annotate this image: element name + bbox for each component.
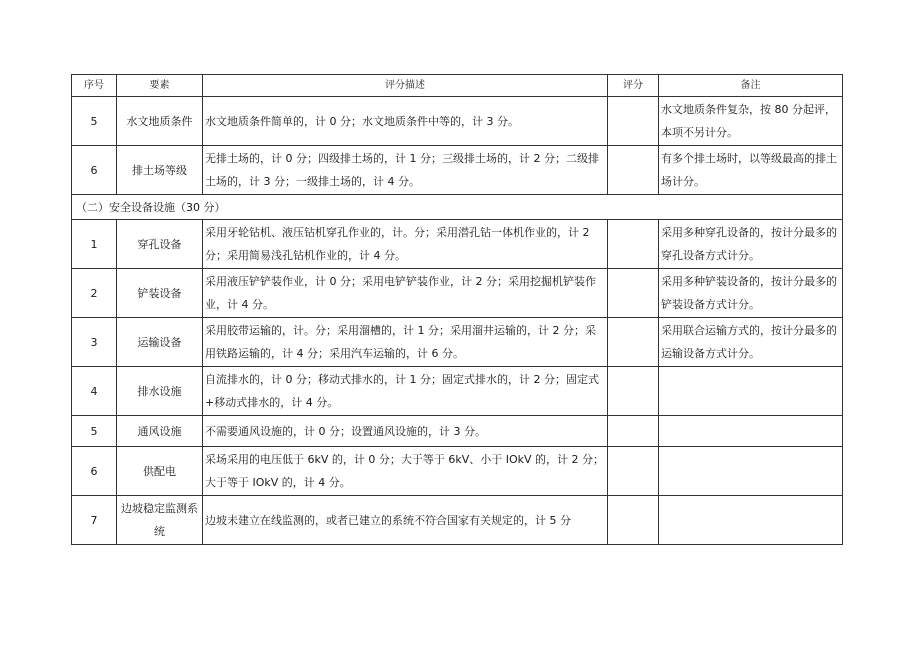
row-no: 3 [72,318,117,367]
row-note: 采用多种铲装设备的，按计分最多的铲装设备方式计分。 [659,269,843,318]
row-description: 水文地质条件简单的，计 0 分；水文地质条件中等的，计 3 分。 [203,97,608,146]
header-description: 评分描述 [203,75,608,97]
row-description: 采场采用的电压低于 6kV 的，计 0 分；大于等于 6kV、小于 IOkV 的，计 2 分；大于等于 IOkV 的，计 4 分。 [203,447,608,496]
row-note [659,447,843,496]
table-row [72,367,843,416]
row-element: 排土场等级 [117,146,203,195]
row-score [608,367,659,416]
row-note: 水文地质条件复杂，按 80 分起评，本项不另计分。 [659,97,843,146]
header-element: 要素 [117,75,203,97]
header-score: 评分 [608,75,659,97]
row-element: 铲装设备 [117,269,203,318]
row-element: 水文地质条件 [117,97,203,146]
header-no: 序号 [72,75,117,97]
table-row [72,416,843,447]
row-note [659,496,843,545]
row-description: 边坡未建立在线监测的，或者已建立的系统不符合国家有关规定的，计 5 分 [203,496,608,545]
header-row [72,75,843,97]
row-no: 6 [72,146,117,195]
row-no: 6 [72,447,117,496]
row-score [608,496,659,545]
row-description: 自流排水的，计 0 分；移动式排水的，计 1 分；固定式排水的，计 2 分；固定式+移动式排水的，计 4 分。 [203,367,608,416]
row-note: 有多个排土场时，以等级最高的排土场计分。 [659,146,843,195]
row-no: 5 [72,97,117,146]
row-element: 供配电 [117,447,203,496]
row-score [608,269,659,318]
table-row [72,220,843,269]
row-no: 7 [72,496,117,545]
scoring-table [71,74,843,545]
row-score [608,416,659,447]
row-score [608,318,659,367]
section-row [72,195,843,220]
row-note: 采用联合运输方式的，按计分最多的运输设备方式计分。 [659,318,843,367]
row-score [608,146,659,195]
row-element: 通风设施 [117,416,203,447]
row-score [608,447,659,496]
section-title: （二）安全设备设施（30 分） [72,195,843,220]
row-note [659,367,843,416]
row-no: 2 [72,269,117,318]
row-note: 采用多种穿孔设备的，按计分最多的穿孔设备方式计分。 [659,220,843,269]
row-note [659,416,843,447]
row-description: 采用胶带运输的，计。分；采用溜槽的，计 1 分；采用溜井运输的，计 2 分；采用铁路运输的，计 4 分；采用汽车运输的，计 6 分。 [203,318,608,367]
row-score [608,97,659,146]
row-element: 穿孔设备 [117,220,203,269]
row-description: 采用液压铲铲装作业，计 0 分；采用电铲铲装作业，计 2 分；采用挖掘机铲装作业，计 4 分。 [203,269,608,318]
table-row [72,269,843,318]
table-row [72,496,843,545]
row-description: 无排土场的，计 0 分；四级排土场的，计 1 分；三级排土场的，计 2 分；二级排土场的，计 3 分；一级排土场的，计 4 分。 [203,146,608,195]
row-element: 边坡稳定监测系统 [117,496,203,545]
row-element: 运输设备 [117,318,203,367]
row-element: 排水设施 [117,367,203,416]
table-row [72,146,843,195]
table-row [72,97,843,146]
table-row [72,318,843,367]
row-description: 采用牙轮钻机、液压钻机穿孔作业的，计。分；采用潜孔钻一体机作业的，计 2 分；采用简易浅孔钻机作业的，计 4 分。 [203,220,608,269]
table-row [72,447,843,496]
row-no: 1 [72,220,117,269]
header-note: 备注 [659,75,843,97]
row-score [608,220,659,269]
row-no: 4 [72,367,117,416]
row-description: 不需要通风设施的，计 0 分；设置通风设施的，计 3 分。 [203,416,608,447]
row-no: 5 [72,416,117,447]
